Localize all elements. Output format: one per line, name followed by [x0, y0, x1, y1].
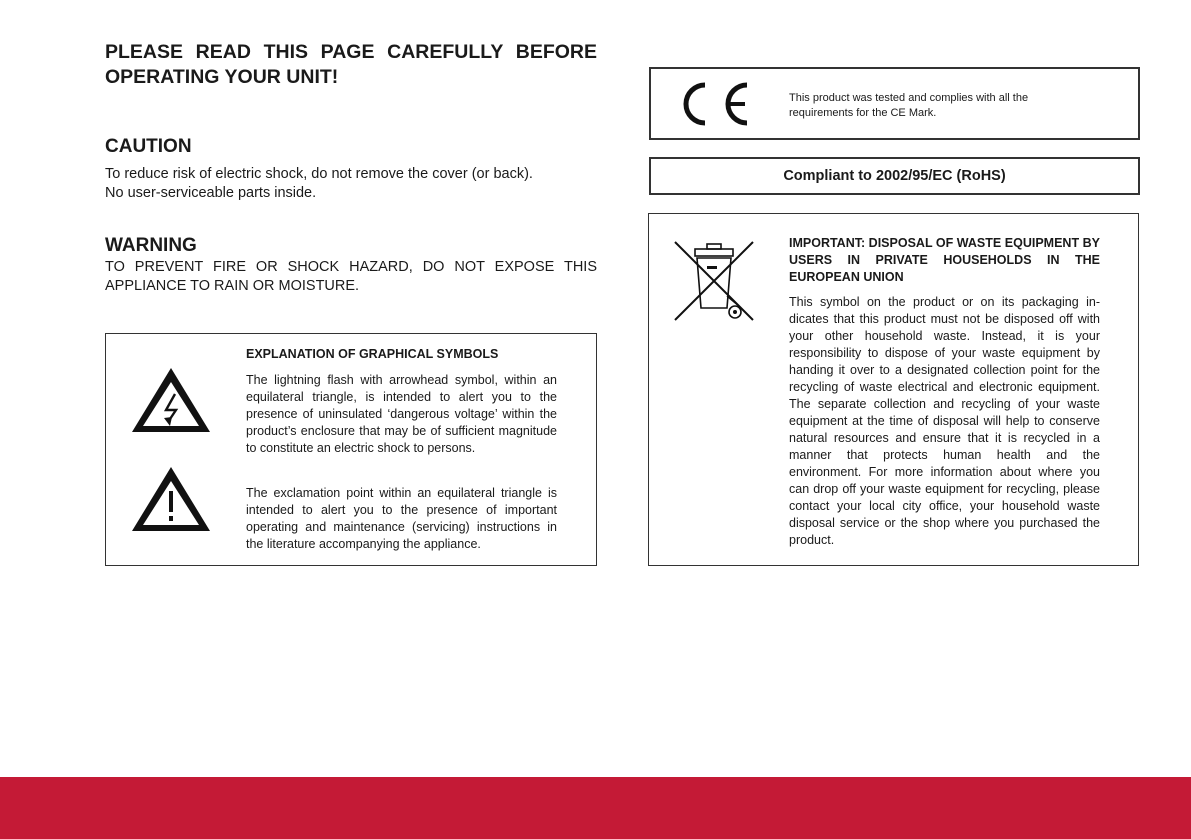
caution-text [105, 165, 597, 203]
lightning-triangle-icon [128, 364, 214, 436]
page-heading: PLEASE READ THIS PAGE CAREFULLY BEFORE OPERATING YOUR UNIT! [105, 41, 597, 88]
symbols-title: EXPLANATION OF GRAPHICAL SYMBOLS [246, 347, 499, 361]
caution-title: CAUTION [105, 136, 192, 157]
caution-line-2: No user-serviceable parts inside. [105, 185, 317, 201]
ce-mark-box [649, 67, 1140, 140]
warning-title: WARNING [105, 235, 197, 256]
exclamation-symbol-text: The exclamation point within an equilateral triangle is intended to alert you to the presence of important operating and maintenance (servicing) instructions in the literature accompanying the appliance. [246, 486, 557, 551]
rohs-box [649, 157, 1140, 195]
ce-mark-icon [675, 77, 755, 131]
weee-text: This symbol on the product or on its packaging indicates that this product must not be disposed off with your other household waste. Instead, it is your responsibility to dispose of your waste equipment by handing it over to a designated collection point for the recycling of waste electrical and electronic equipment. The separate collection and recycling of your waste equipment at the time of disposal will help to conserve natural resources and ensure that it is recycled in a manner that protects human health and the environment. For more information about where you can drop off your waste equipment for recycling, please contact your local city office, your household waste disposal service or the shop where you purchased the product. [789, 295, 1100, 547]
caution-line-1: To reduce risk of electric shock, do not remove the cover (or back). [105, 166, 533, 182]
footer-band [0, 777, 1191, 839]
weee-disposal-box [648, 213, 1139, 566]
lightning-symbol-text: The lightning flash with arrowhead symbol, within an equilateral triangle, is intended to alert you to the presence of uninsulated ‘dangerous voltage’ within the product’s enclosure that may be of sufficient magnitude to constitute an electric shock to persons. [246, 373, 557, 455]
warning-text: TO PREVENT FIRE OR SHOCK HAZARD, DO NOT EXPOSE THIS APPLIANCE TO RAIN OR MOISTURE. [105, 259, 597, 294]
weee-title: IMPORTANT: DISPOSAL OF WASTE EQUIPMENT BY USERS IN PRIVATE HOUSEHOLDS IN THE EUROPEAN UNION [789, 236, 1100, 284]
exclamation-triangle-icon [128, 463, 214, 535]
ce-mark-text: This product was tested and complies with all the requirements for the CE Mark. [789, 92, 1029, 119]
graphical-symbols-box [105, 333, 597, 566]
rohs-text: Compliant to 2002/95/EC (RoHS) [783, 168, 1006, 184]
crossed-bin-icon [669, 236, 759, 324]
